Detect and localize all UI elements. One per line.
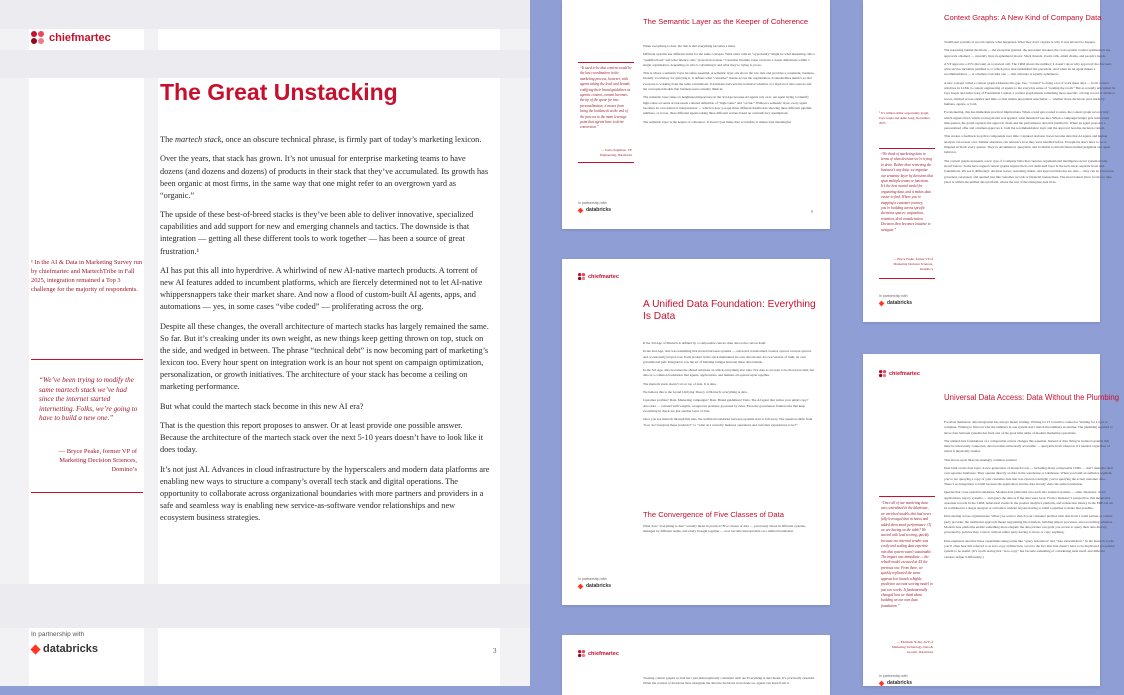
thumb-quote-attribution: — Tomo Sugimoto, VP Engineering, Databricks	[599, 148, 632, 157]
thumb-body: Traditional systems of record capture what happened. What they don’t capture is why it was allowed to happen. The reasoning behind decisions — the exception granted, the precedent invoked, the cross-system context synthesized, the approvals obtained — currently lives in ephemeral places: Slack threads, Zoom calls, email chains, and people’s heads. A VP approves a 25% discount on a renewal call. The CRM shows the number; it doesn’t show why approval: the discount, what service incidents justified it, or which prior deal established the precedent. And when an AI agent makes a recommendation — at a human overrides one — that rationale is equally ephemeral. A new concept called a context graph addresses this gap. Yes, “context” is doing a lot of work these days — from context windows in LLMs to context engineering of agents to the everyday sense of “reading the room.” But as recently articulated by Jaya Gupta and Ashu Garg of Foundation Capital, a context graph means something more specific: a living record of decision traces, stitched across entities and time, so that makes precedents searchable — whether those decisions were made by humans, agents, or both. For marketing, this has immediate practical implications. When a lead gets routed to sales, the context graph records why: which signals fired, which scoring model was applied, what threshold was met. When a campaign budget gets reallocated mid-quarter, the graph captures the approval chain and the performance data that justified it. When an agent proposes a personalized offer and a human approves it, both the recommendation logic and the approval become decision context. This creates a feedback loop that compounds over time. Captured decision traces become data that AI agents and human analysts can reason over. Similar situations can reference how they were handled before. Exceptions don’t have to be re-litigated in Slack every quarter. They’re documented, queryable, and available to inform future human judgment and agent behavior. The context graph represents a new type of Company Data that captures organizational intelligence never systematically stored before. Some have argued context graphs require their own dedicated layer in the tech stack, separate from data foundations. We see it differently: decision traces, reasoning chains, and approval histories are data — they can be structured, governed, versioned, and queried just like customer records or financial transactions. The most natural place for that to take place is within the unified data platform, where the rest of the enterprise data lives.	[944, 40, 1116, 184]
emphasis-martech-stack: martech stack	[174, 135, 222, 144]
pull-quote: “We’ve been trying to modify the same martech stack we’ve had since the internet started internetting. Folks, we’re going to have to build a new one.”	[39, 376, 138, 423]
thumb-pull-quote: “Once all of our marketing data was centralized in the lakehouse, we enriched models that had never fully leveraged that richness and added them much performance. Of we are having on the table? We started with lead scoring, quickly because our internal vendor was costly and scaling data expertise into that system wasn’t sustainable. The impact was immediate — the rebuilt model executed at 4X the previous one. From there, we quickly replicated the same approach to launch a highly predictive account scoring model in just two weeks. It fundamentally changed how we think about building on our own data foundation.”	[881, 501, 933, 608]
footnote: ¹ In the AI & Data in Marketing Survey run by chiefmartec and MartechTribe in Fall 2025, integration remained a Top 3 challenge for the majority of respondents.	[31, 259, 143, 293]
right-band	[500, 0, 530, 686]
thumb-quote-rule-bottom	[578, 162, 634, 163]
pull-quote-rule-bottom	[31, 492, 143, 493]
chiefmartec-logo-icon	[578, 650, 582, 654]
pull-quote-attribution: — Bryce Peake, former VP of Marketing Decision Sciences, Domino’s	[58, 448, 137, 474]
thumb-pull-quote: “It used to be that content would be the last coordination in the marketing process, however, with agents taking the lead, and brands codifying their brand guidelines as agentic context, content becomes the tip of the spear for true personalization; it moves from being the bottleneck at the end of the process to the main leverage point that agents have to drive conversion.”	[580, 66, 632, 130]
paragraph-4: AI has put this all into hyperdrive. A whirlwind of new AI-native martech products. A torrent of new AI features added to incumbent platforms, which are fiercely determined not to let AI-native whippersnappers take their market share. And now a flood of custom-built AI agents, apps, and automations — yes, in some cases “vibe coded” — proliferating across the org.	[160, 266, 483, 312]
thumbnail-next-page[interactable]	[562, 635, 830, 695]
thumb-partner-label: In partnership with	[879, 674, 908, 678]
paragraph-7: That is the question this report proposes to answer. Or at least provide one possible answer. Because the architecture of the martech stack over the next 5-10 years doesn’t have to look like it does today.	[160, 421, 484, 455]
thumb-quote-attribution: — Bryce Peake, former VP of Marketing Decision Sciences, Domino’s	[893, 257, 933, 271]
thumb-databricks-logo: databricks	[879, 300, 912, 306]
thumbnail-unified-data-foundation[interactable]	[562, 259, 830, 605]
gutter-band	[144, 0, 158, 686]
thumb-partner-label: In partnership with	[578, 577, 607, 581]
databricks-logo-icon	[578, 207, 584, 213]
thumb-body: For most marketers, data integration has always meant waiting. Waiting for IT to build a connector. Waiting for a sync to complete. Waiting to find out why the numbers in one system don’t match the numbers in another. The plumbing required to move data between systems has been one of the great time sinks of modern marketing operations. The unified data foundations of a composable canvas changes this equation. Instead of data living in isolated systems that must be laboriously connected, data becomes universally accessible — queryable from wherever it’s needed, regardless of where it physically resides. This shows up in three increasingly common patterns: Data built on the data layer. A new generation of martech tools — including many composable CDPs — don’t maintain their own separate databases. They operate directly on data in the warehouse or lakehouse. When you build an audience segment, you’re not querying a copy of your customer data that was synced overnight; you’re querying the actual customer data. There’s no integration to build because the application and the data already share the same foundation. Queries that cross system boundaries. Modern data platforms can reach into external systems — other databases, cloud applications, legacy systems — and query the data as if the data were local. From a marketer’s perspective, this means that customer records in the CRM, behavioral events in the product analytics platform, and transaction history in the ERP can all be combined in a single analysis or activation without anyone having to build a pipeline to make that possible. Data sharing across organizations. When you want to enrich your customer profiles with data from a retail partner or a third-party provider, the traditional approach meant negotiating file transfers, building import processes, and reconciling schemas. Modern data platforms enable something more elegant: the data partner can grant you access to query their data directly, governed by policies they control, without either party having to move or copy anything. Data engineers describe these capabilities using terms like “query federation” and “data virtualization.” In the martech world, you’ll often hear this referred to as zero-copy architecture, a nod to the fact that data doesn’t have to be duplicated yet another system to be useful. (It’s worth noting that “zero-copy” has become something of a marketing term itself, and different vendors define it differently.)	[944, 420, 1115, 559]
thumbnail-universal-data-access[interactable]	[863, 354, 1120, 686]
partner-brand: databricks	[43, 643, 99, 655]
thumb-pull-quote: “We think of marketing data in terms of what decision we’re trying to drive. Rather than retrieving the business’s any data, we organize our semantic layer by decisions that span multiple teams or functions. It’s the best mental model for organizing data, and it makes data easier to find. Where you’re mapping a customer journey, you’re building across specific decisions spaces: acquisition, retention, deal consideration. Decision then becomes intuitive to navigate.”	[881, 152, 934, 232]
thumb-partner-label: In partnership with	[578, 201, 607, 205]
page-title: The Great Unstacking	[160, 79, 398, 105]
databricks-logo	[31, 643, 98, 655]
brand-name: chiefmartec	[49, 32, 111, 44]
thumb-quote-rule-top	[879, 148, 935, 149]
databricks-logo-icon	[879, 680, 885, 686]
chiefmartec-logo-icon	[31, 31, 45, 45]
thumb-body: If the 3rd Age of Martech is defined by a composable canvas, then data is the canvas itself. In the 2nd Age, data was something that moved between systems — extracted, transformed, loaded, synced, reverse-synced, and occasionally prayed over. Each product in the stack maintained its own data model, its own version of truth, its own gravitational pull. Integration was the art of building bridges between these data islands. In the 3rd Age, data becomes the shared substrate on which everything else runs. Not data as an asset to be moved around, but data as a common foundation that agents, applications, and humans all operate upon together. The martech stack doesn’t sit on top of data. It is data. We believe this is the Grand Unifying Theory of Martech: everything is data. Customer profiles? Data. Marketing campaigns? Data. Brand guidelines? Data. The AI agent that writes your email copy? Also data — a model with weights, wrapped in prompts, governed by rules. Even the governance frameworks that keep everything in check are just another layer of data. Once you see martech through this lens, the artificial boundaries between systems start to fall away. The question shifts from “how do I integrate these products?” to “what do I want my business operations and customer experiences to be?”	[643, 341, 814, 427]
thumb-databricks-logo: databricks	[578, 207, 611, 213]
thumb-title: Context Graphs: A New Kind of Company Data	[944, 13, 1102, 22]
thumb-footnote: ² It’s trillion-dollar opportunity graph, Jaya Gupta and Ashu Garg, November 2025	[879, 111, 930, 125]
chiefmartec-logo	[31, 31, 111, 45]
thumb-quote-attribution: — Elizabeth Noble, AVP of Marketing Technology, Data & Growth, Databricks	[891, 640, 933, 654]
thumb-title: The Semantic Layer as the Keeper of Coherence	[643, 17, 809, 26]
paragraph-6: But what could the martech stack become in this new AI era?	[160, 401, 364, 411]
thumbnail-context-graphs[interactable]	[863, 0, 1116, 322]
thumb-page-number: 9	[811, 209, 813, 214]
databricks-logo-icon	[578, 583, 584, 589]
thumb-subtitle: The Convergence of Five Classes of Data	[643, 510, 784, 519]
thumb-body-2: What does “everything is data” actually mean in practice? Five classes of data — previously siloed in different systems, managed by different teams, and rarely brought together — now become interoperable on a unified foundation.	[643, 524, 806, 534]
databricks-logo-icon	[30, 644, 40, 654]
paragraph-5: Despite all these changes, the overall architecture of martech stacks has largely remained the same. So far. But it’s creaking under its own weight, as new things keep getting thrown on top, stuck on the side, and wedged in between. The phrase “technical debt” is now becoming part of marketing’s lexicon too. Every hour spent on integration work is an hour not spent on campaign optimization, personalization, or growth initiatives. The architecture of your stack has become a ceiling on marketing performance.	[160, 321, 489, 392]
paragraph-8: It’s not just AI. Advances in cloud infrastructure by the hyperscalers and modern data platforms are enabling new ways to structure a company’s overall tech stack and digital operations. The opportunity to collaborate across organizational boundaries with more partners and providers in a safe and seamless way is enabling new service-as-software vendor relationships and new ecosystem business strategies.	[160, 464, 490, 523]
thumb-title: A Unified Data Foundation: Everything Is Data	[643, 299, 816, 322]
header-band	[0, 0, 530, 29]
thumb-quote-rule-bottom	[879, 278, 935, 279]
chiefmartec-logo-icon	[879, 370, 883, 374]
thumbnail-semantic-layer[interactable]	[562, 0, 830, 229]
paragraph-3: The upside of these best-of-breed stacks is they’ve been able to deliver innovative, specialized capabilities and add support for new and emerging channels and tactics. The downside is that integration — getting all these different tools to work together — has been a source of great frustration.¹	[160, 210, 474, 256]
body-text	[160, 134, 490, 532]
main-page	[0, 0, 530, 686]
thumb-chiefmartec-logo: chiefmartec	[578, 273, 619, 281]
thumb-body: Treating context graphs as data isn’t just philosophically consistent with our Everything is data thesis. It’s practically essential. When the context of decisions lives alongside the data the decisions were made on, agents can learn from it.	[643, 676, 815, 686]
partner-label: In partnership with	[31, 631, 85, 638]
pull-quote-rule-top	[31, 359, 143, 360]
thumb-chiefmartec-logo: chiefmartec	[578, 650, 619, 658]
thumb-databricks-logo: databricks	[879, 680, 912, 686]
page-number: 3	[493, 647, 497, 655]
paragraph-2: Over the years, that stack has grown. It’s not unusual for enterprise marketing teams to have dozens (and dozens and dozens) of products in their stack that they’ve accumulated. Its growth has been organic at most firms, in the same way that one might refer to an overgrown yard as “organic.”	[160, 154, 489, 200]
thumb-quote-rule-top	[578, 62, 634, 63]
footer-band	[0, 584, 530, 628]
databricks-logo-icon	[879, 300, 885, 306]
thumb-quote-rule-top	[879, 496, 935, 497]
thumb-chiefmartec-logo: chiefmartec	[879, 370, 920, 378]
thumb-databricks-logo: databricks	[578, 583, 611, 589]
left-band	[0, 0, 29, 686]
thumb-body: When everything is data, the risk is that everything becomes a mess. Different systems use different terms for the same concepts. What sales calls an “opportunity” might be what marketing calls a “qualified lead” and what finance calls “projected revenue.” Customer lifetime value can have a dozen definitions within a single organization, depending on who’s calculating it and what they’re trying to prove. This is where a semantic layer becomes essential. A semantic layer sits above the raw data and provides a consistent, business-friendly vocabulary for querying it. It defines what “customer” means across the organization. It standardizes metrics so that everyone is working from the same calculations. It translates between the technical schemas of a myriad of data sources and the conceptual models that business users actually think in. The semantic layer takes on heightened importance in the 3rd Age because AI agents rely on it. An agent trying to identify high-value accounts at risk needs a shared definition of “high-value” and “at risk.” Without a semantic layer, every agent becomes its own island of interpretation — which is how you get three different dashboards showing three different pipeline numbers, or worse, three different agents taking three different actions based on contradictory assumptions. The semantic layer is the keeper of coherence. It doesn’t just make data accessible; it makes data meaningful.	[643, 44, 815, 124]
thumb-title: Universal Data Access: Data Without the Plumbing	[944, 393, 1120, 402]
thumb-partner-label: In partnership with	[879, 294, 908, 298]
paragraph-1: The martech stack, once an obscure technical phrase, is firmly part of today’s marketing lexicon.	[160, 135, 482, 144]
header-band-2	[0, 50, 530, 78]
chiefmartec-logo-icon	[578, 273, 582, 277]
